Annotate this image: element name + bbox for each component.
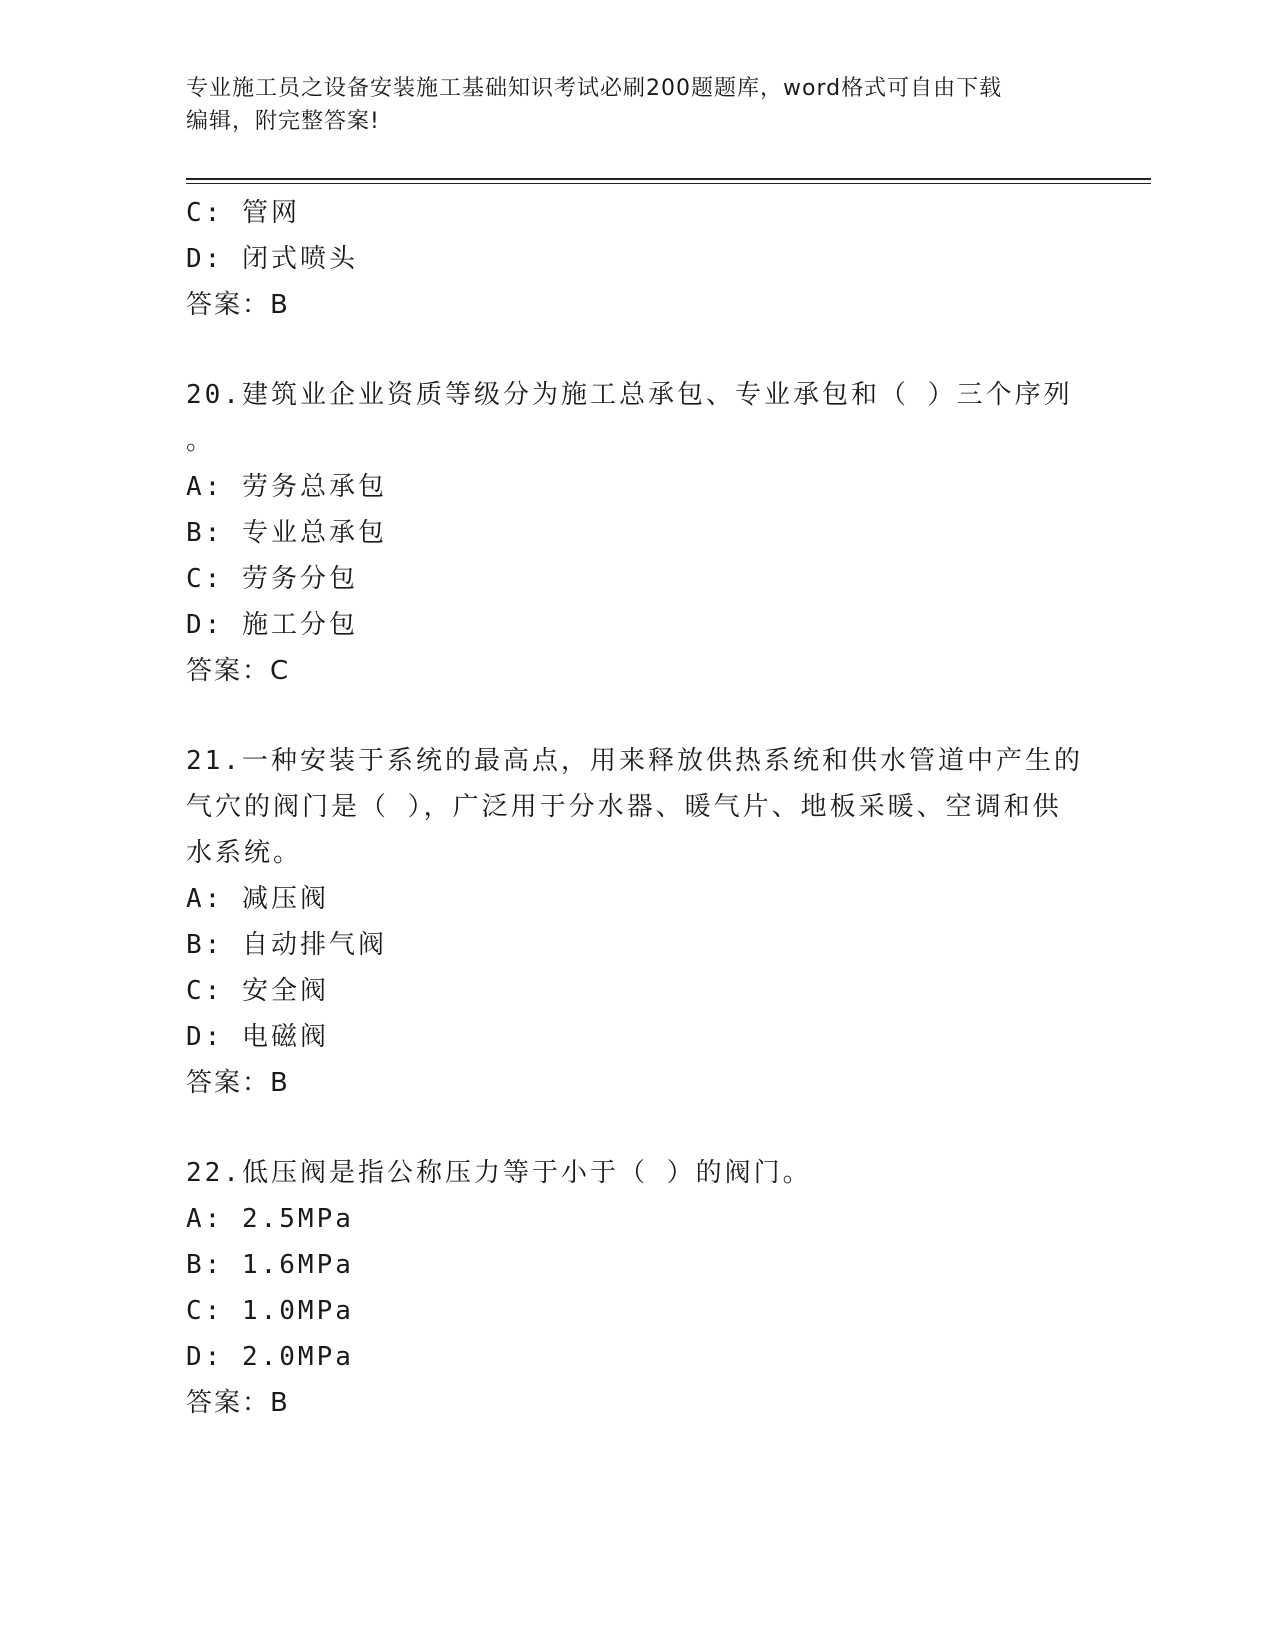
option-c: C: 管网 <box>186 198 300 228</box>
header-line-1: 专业施工员之设备安装施工基础知识考试必刷200题题库，word格式可自由下载 <box>186 76 1003 101</box>
option-b: B: 自动排气阀 <box>186 930 387 960</box>
question-text-line: 气穴的阀门是（ ），广泛用于分水器、暖气片、地板采暖、空调和供 <box>186 792 1062 822</box>
option-b: B: 专业总承包 <box>186 518 387 548</box>
option-a: A: 劳务总承包 <box>186 472 387 502</box>
question-text-line: 22.低压阀是指公称压力等于小于（ ）的阀门。 <box>186 1158 812 1188</box>
document-header <box>186 72 1086 138</box>
answer-line: 答案：B <box>186 290 290 320</box>
spacer <box>186 694 1086 738</box>
answer-line: 答案：B <box>186 1388 290 1418</box>
header-divider-thick <box>186 178 1151 180</box>
option-d: D: 施工分包 <box>186 610 358 640</box>
option-c: C: 安全阀 <box>186 976 329 1006</box>
option-d: D: 电磁阀 <box>186 1022 329 1052</box>
question-text-line: 21.一种安装于系统的最高点，用来释放供热系统和供水管道中产生的 <box>186 746 1083 776</box>
spacer <box>186 1106 1086 1150</box>
option-c: C: 劳务分包 <box>186 564 358 594</box>
header-line-2: 编辑，附完整答案! <box>186 109 380 134</box>
option-d: D: 2.0MPa <box>186 1342 354 1372</box>
question-list <box>186 190 1086 1426</box>
option-b: B: 1.6MPa <box>186 1250 354 1280</box>
question-text-line: 水系统。 <box>186 838 303 868</box>
answer-line: 答案：C <box>186 656 291 686</box>
previous-question-tail <box>186 190 1086 328</box>
option-a: A: 2.5MPa <box>186 1204 354 1234</box>
header-divider-thin <box>186 183 1151 184</box>
question-text-line: 。 <box>186 426 216 456</box>
option-a: A: 减压阀 <box>186 884 329 914</box>
question-22 <box>186 1150 1086 1426</box>
spacer <box>186 328 1086 372</box>
question-20 <box>186 372 1086 694</box>
question-21 <box>186 738 1086 1106</box>
option-d: D: 闭式喷头 <box>186 244 358 274</box>
answer-line: 答案：B <box>186 1068 290 1098</box>
question-text-line: 20.建筑业企业资质等级分为施工总承包、专业承包和（ ）三个序列 <box>186 380 1073 410</box>
option-c: C: 1.0MPa <box>186 1296 354 1326</box>
